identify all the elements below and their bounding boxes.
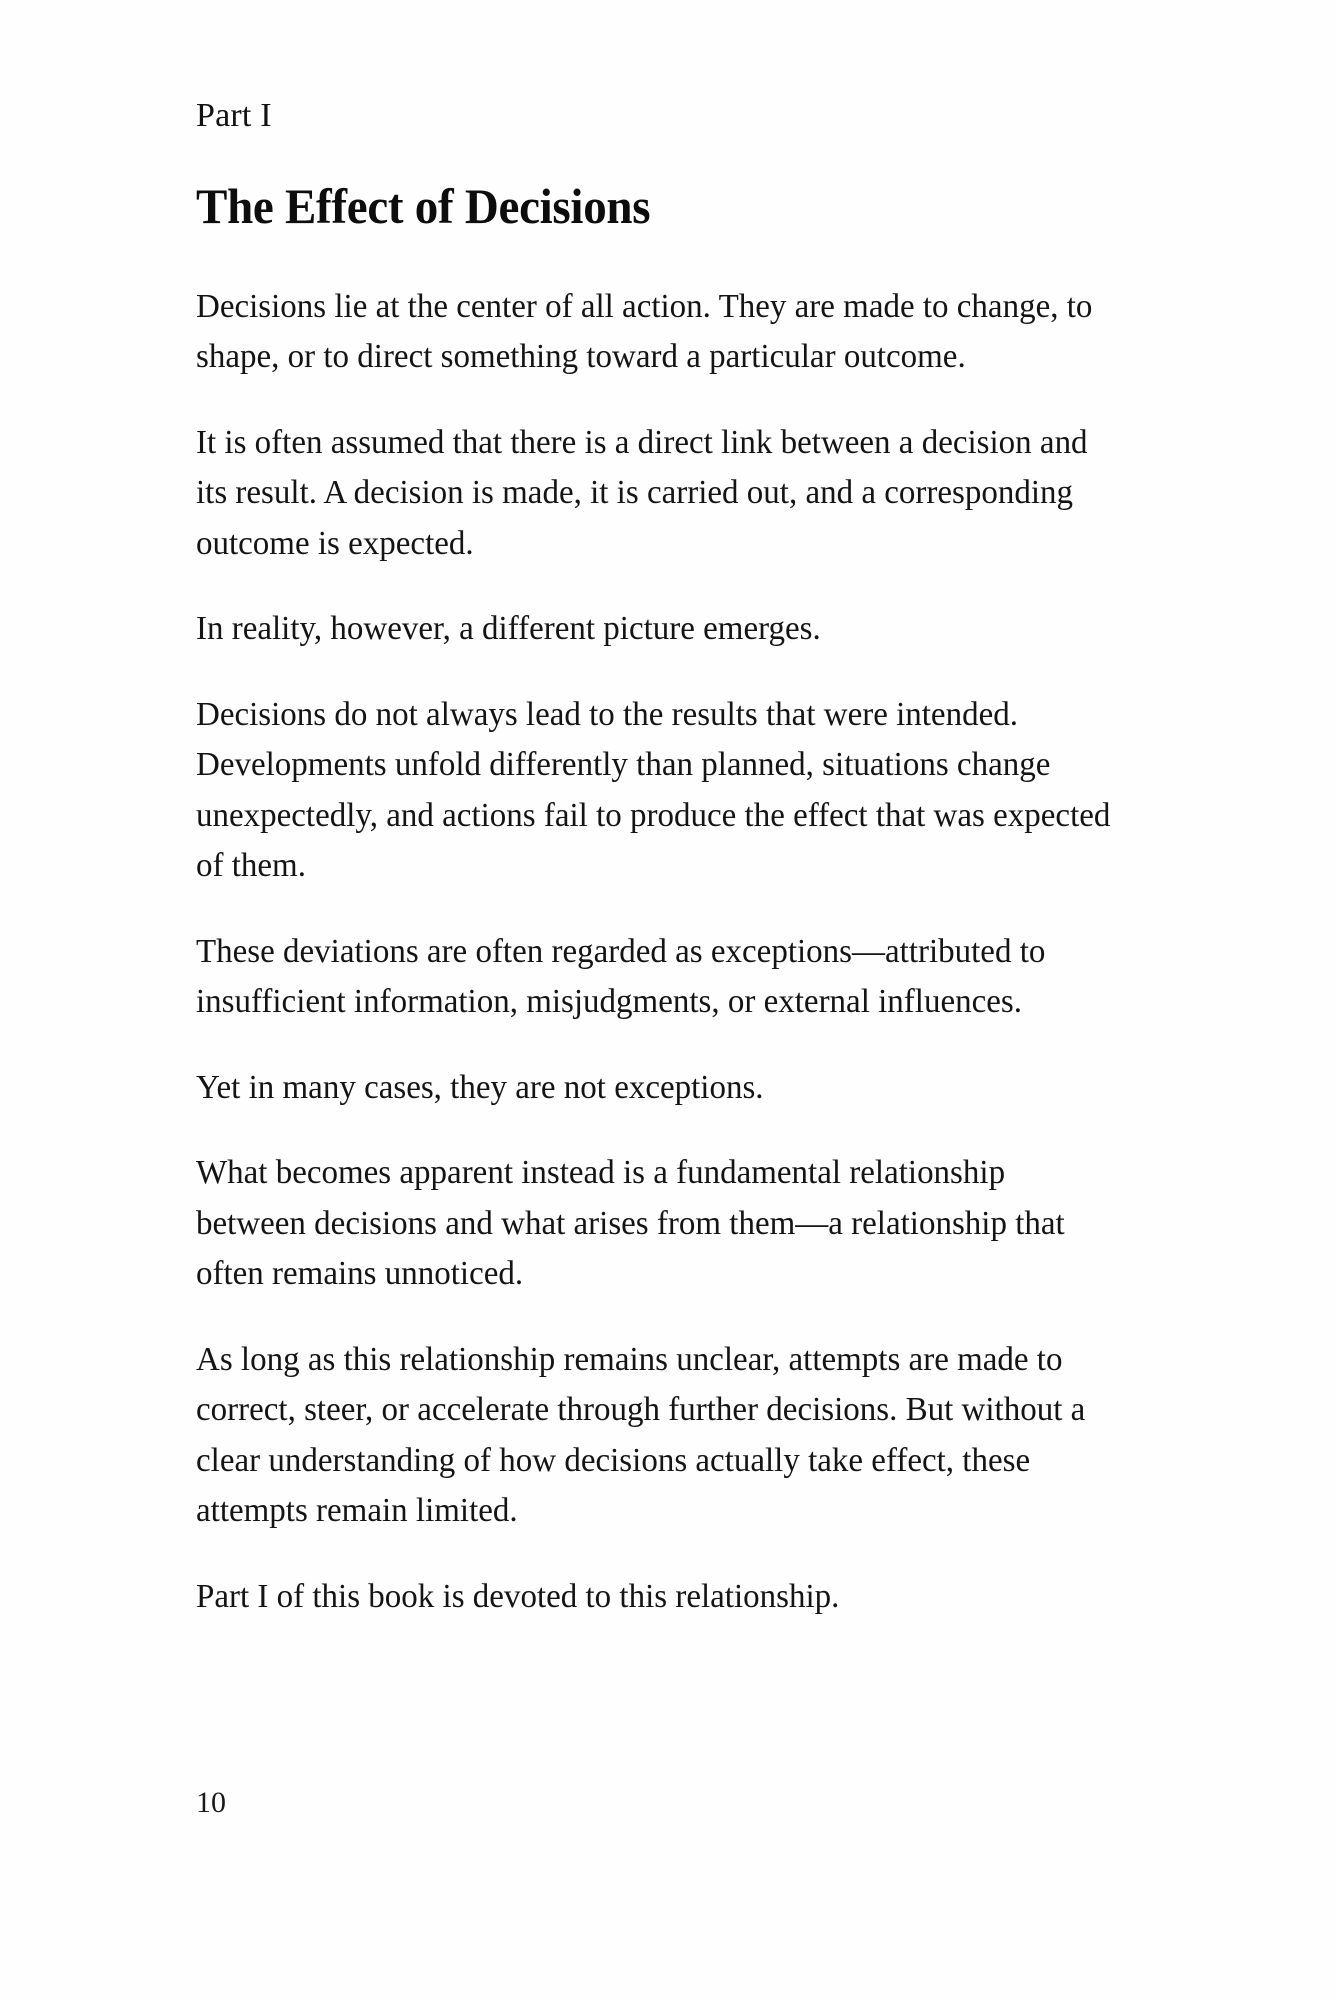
body-paragraph: Part I of this book is devoted to this relationship. bbox=[196, 1577, 840, 1615]
body-paragraph: Yet in many cases, they are not exceptions. bbox=[196, 1068, 764, 1106]
page-number: 10 bbox=[196, 1786, 226, 1819]
body-paragraph: In reality, however, a different picture emerges. bbox=[196, 610, 821, 648]
part-label: Part I bbox=[196, 97, 272, 134]
body-paragraph: It is often assumed that there is a direct link between a decision and its result. A decision is made, it is carried out, and a corresponding outcome is expected. bbox=[196, 423, 1088, 562]
body-paragraph: Decisions lie at the center of all action. They are made to change, to shape, or to direct something toward a particular outcome. bbox=[196, 287, 1093, 376]
page-content bbox=[196, 96, 1126, 1622]
body-paragraph: What becomes apparent instead is a fundamental relationship between decisions and what arises from them—a relationship that often remains unnoticed. bbox=[196, 1154, 1065, 1293]
body-paragraph: As long as this relationship remains unclear, attempts are made to correct, steer, or accelerate through further decisions. But without a clear understanding of how decisions actually take effect, these attempts remain limited. bbox=[196, 1340, 1086, 1530]
body-paragraph: Decisions do not always lead to the results that were intended. Developments unfold differently than planned, situations change unexpectedly, and actions fail to produce the effect that was expected of them. bbox=[196, 695, 1111, 885]
chapter-title: The Effect of Decisions bbox=[196, 177, 651, 234]
body-paragraph: These deviations are often regarded as exceptions—attributed to insufficient information, misjudgments, or external influences. bbox=[196, 932, 1046, 1021]
